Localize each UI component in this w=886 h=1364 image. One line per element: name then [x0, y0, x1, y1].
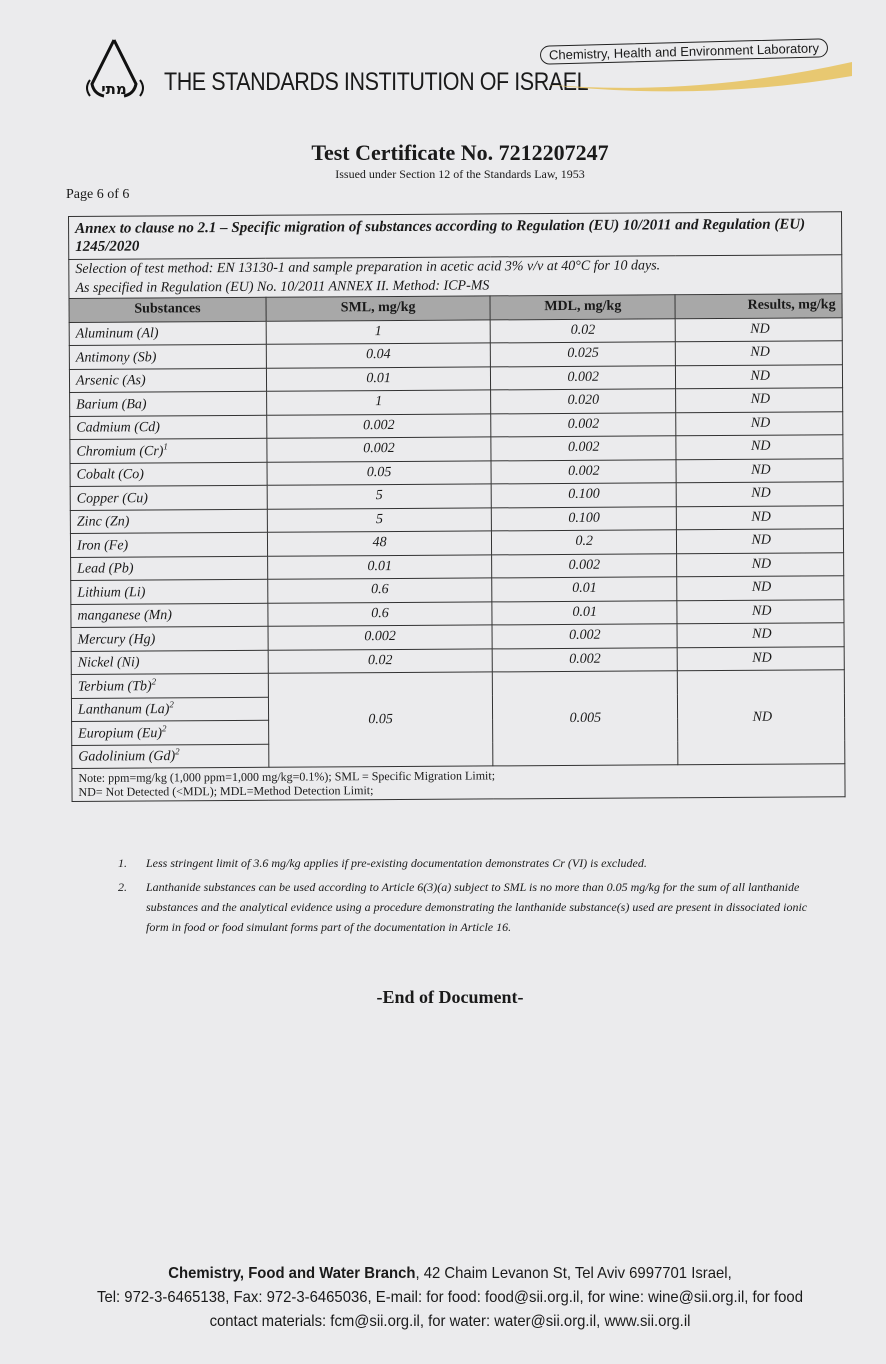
col-results: Results, mg/kg	[675, 294, 842, 319]
substance-name: Aluminum (Al)	[69, 321, 266, 346]
result-value: ND	[677, 670, 844, 765]
mdl-value: 0.002	[492, 553, 677, 578]
certificate-title: Test Certificate No. 7212207247	[311, 140, 609, 165]
substance-name: Terbium $(Tb)^2$	[71, 673, 268, 698]
footnote-text: Lanthanide substances can be used according to Article 6(3)(a) subject to SML is no more than 0.05 mg/kg for the sum of all lanthanide substances and the analytical evidence using a procedure demonstrating the lanthanide substance(s) used are present in dissociated ionic form in food or food simulant forms part of the documentation in Article 16.	[146, 880, 808, 934]
result-value: ND	[677, 599, 844, 624]
substance-name: Lithium (Li)	[71, 579, 268, 604]
footnote	[118, 853, 838, 873]
substance-name: Gadolinium $(Gd)^2$	[72, 744, 269, 769]
table-row	[71, 670, 844, 698]
result-value: ND	[675, 341, 842, 366]
issued-under: Issued under Section 12 of the Standards Law, 1953	[335, 167, 585, 181]
sii-logo	[84, 38, 156, 100]
footnote-number: 2.	[118, 880, 127, 894]
substance-name: Cadmium (Cd)	[70, 415, 267, 440]
footer-line-2: Tel: 972-3-6465138, Fax: 972-3-6465036, E-mail: for food: food@sii.org.il, for wine: wine@sii.org.il, for food	[97, 1289, 803, 1306]
sml-value: 0.002	[266, 413, 491, 438]
sml-value: 1	[266, 390, 491, 415]
result-value: ND	[677, 623, 844, 648]
mdl-value: 0.002	[491, 459, 676, 484]
sml-value: 1	[266, 319, 491, 344]
institution-name: THE STANDARDS INSTITUTION OF ISRAEL	[164, 68, 589, 96]
sml-value: 0.002	[267, 437, 492, 462]
page-number: Page 6 of 6	[66, 187, 130, 202]
note-line-2: ND= Not Detected (<MDL); MDL=Method Detection Limit;	[78, 783, 374, 799]
footer-contact	[87, 1262, 812, 1334]
result-value: ND	[676, 388, 843, 413]
mdl-value: 0.025	[491, 342, 676, 367]
substance-name: Cobalt (Co)	[70, 462, 267, 487]
substance-name: Arsenic (As)	[69, 368, 266, 393]
mdl-value: 0.002	[491, 436, 676, 461]
footer-address: , 42 Chaim Levanon St, Tel Aviv 6997701 Israel,	[415, 1265, 732, 1282]
mdl-value: 0.005	[493, 671, 678, 766]
mdl-value: 0.100	[492, 506, 677, 531]
sml-value: 0.05	[268, 672, 493, 767]
substance-name: Mercury (Hg)	[71, 626, 268, 651]
substance-name: Barium (Ba)	[70, 391, 267, 416]
svg-text:מתי: מתי	[101, 80, 127, 98]
test-method	[69, 255, 842, 299]
substance-name: Copper (Cu)	[70, 485, 267, 510]
result-value: ND	[677, 529, 844, 554]
sml-value: 0.04	[266, 343, 491, 368]
sml-value: 0.05	[267, 460, 492, 485]
substance-name: Iron (Fe)	[70, 532, 267, 557]
mdl-value: 0.100	[492, 483, 677, 508]
sml-value: 0.6	[268, 601, 493, 626]
result-value: ND	[676, 411, 843, 436]
sml-value: 5	[267, 507, 492, 532]
laboratory-label: Chemistry, Health and Environment Laboratory	[540, 38, 828, 65]
result-value: ND	[676, 505, 843, 530]
mdl-value: 0.002	[493, 647, 678, 672]
note-line-1: Note: ppm=mg/kg (1,000 ppm=1,000 mg/kg=0.1%); SML = Specific Migration Limit;	[78, 768, 496, 785]
sml-value: 48	[267, 531, 492, 556]
mdl-value: 0.2	[492, 530, 677, 555]
footnote-number: 1.	[118, 856, 127, 870]
sml-value: 5	[267, 484, 492, 509]
substance-name: Chromium $(Cr)^1$	[70, 438, 267, 463]
table-heading: Annex to clause no 2.1 – Specific migration of substances according to Regulation (EU) 10/2011 and Regulation (EU) 1245/2020	[69, 212, 842, 260]
mdl-value: 0.002	[491, 365, 676, 390]
footnotes	[118, 853, 838, 937]
mdl-value: 0.01	[492, 600, 677, 625]
sml-value: 0.002	[268, 625, 493, 650]
substance-name: Antimony (Sb)	[69, 344, 266, 369]
mdl-value: 0.020	[491, 389, 676, 414]
footnote	[118, 877, 838, 937]
footer-line-3: contact materials: fcm@sii.org.il, for water: water@sii.org.il, www.sii.org.il	[209, 1313, 691, 1330]
result-value: ND	[676, 458, 843, 483]
substance-name: Lanthanum $(La)^2$	[71, 697, 268, 722]
result-value: ND	[677, 576, 844, 601]
mdl-value: 0.02	[491, 318, 676, 343]
result-value: ND	[676, 482, 843, 507]
result-value: ND	[676, 435, 843, 460]
mdl-value: 0.002	[492, 624, 677, 649]
method-line-2: As specified in Regulation (EU) No. 10/2011 ANNEX II. Method: ICP-MS	[75, 278, 490, 296]
sml-value: 0.6	[267, 578, 492, 603]
footnote-text: Less stringent limit of 3.6 mg/kg applies if pre-existing documentation demonstrates Cr (VI) is excluded.	[146, 856, 647, 870]
footer-branch: Chemistry, Food and Water Branch	[168, 1265, 416, 1282]
substance-name: Nickel (Ni)	[71, 650, 268, 675]
col-substances: Substances	[69, 297, 266, 322]
method-line-1: Selection of test method: EN 13130-1 and sample preparation in acetic acid 3% v/v at 40°C for 10 days.	[75, 258, 661, 277]
substance-name: Lead (Pb)	[71, 556, 268, 581]
result-value: ND	[676, 364, 843, 389]
header-swoosh	[540, 58, 852, 98]
sml-value: 0.01	[267, 554, 492, 579]
col-sml: SML, mg/kg	[266, 296, 491, 321]
col-mdl: MDL, mg/kg	[490, 295, 675, 320]
sml-value: 0.01	[266, 366, 491, 391]
mdl-value: 0.002	[491, 412, 676, 437]
end-of-document: -End of Document-	[376, 987, 524, 1007]
substance-name: Zinc (Zn)	[70, 509, 267, 534]
table-note	[72, 764, 845, 802]
result-value: ND	[675, 317, 842, 342]
substance-name: manganese (Mn)	[71, 603, 268, 628]
sml-value: 0.02	[268, 648, 493, 673]
substance-name: Europium $(Eu)^2$	[72, 720, 269, 745]
result-value: ND	[677, 552, 844, 577]
result-value: ND	[677, 646, 844, 671]
mdl-value: 0.01	[492, 577, 677, 602]
migration-results-table	[68, 211, 846, 802]
